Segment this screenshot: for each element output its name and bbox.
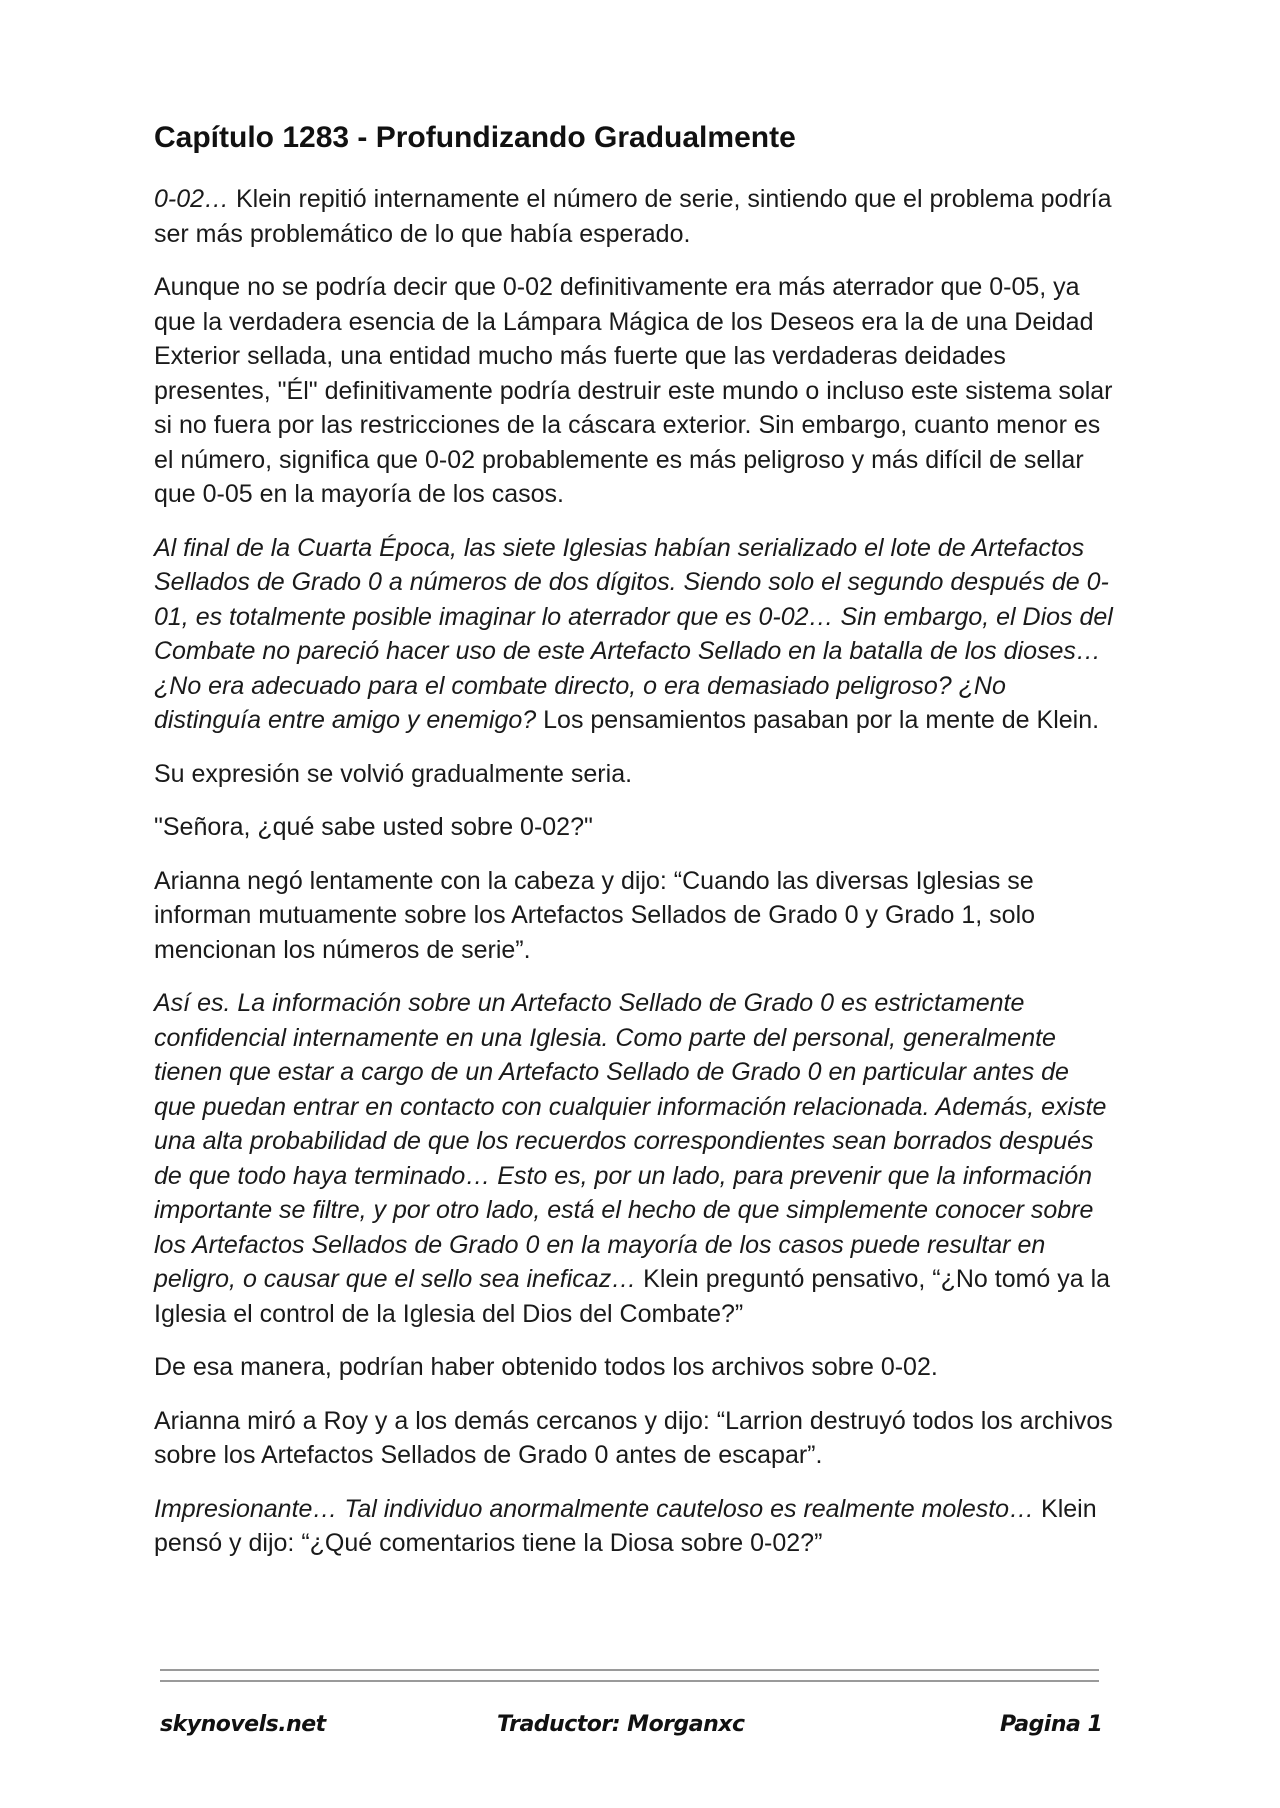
- paragraph: [154, 1350, 1114, 1385]
- paragraph: [154, 270, 1114, 512]
- chapter-body: [154, 182, 1114, 1561]
- text-segment: De esa manera, podrían haber obtenido todos los archivos sobre 0-02.: [154, 1353, 938, 1381]
- text-segment: Klein pensó y dijo: “¿Qué comentarios tiene la Diosa sobre 0-02?”: [154, 1494, 1097, 1557]
- paragraph: [154, 864, 1114, 968]
- chapter-content: [154, 118, 1114, 1580]
- italic-text-segment: Así es. La información sobre un Artefacto Sellado de Grado 0 es estrictamente confidencial internamente en una Iglesia. Como parte del personal, generalmente tienen que estar a cargo de un Artefacto Sellado de Grado 0 en particular antes de que puedan entrar en contacto con cualquier información relacionada. Además, existe una alta probabilidad de que los recuerdos correspondientes sean borrados después de que todo haya terminado… Esto es, por un lado, para prevenir que la información importante se filtre, y por otro lado, está el hecho de que simplemente conocer sobre los Artefactos Sellados de Grado 0 en la mayoría de los casos puede resultar en peligro, o causar que el sello sea ineficaz…: [154, 989, 1107, 1293]
- paragraph: [154, 810, 1114, 845]
- chapter-title: Capítulo 1283 - Profundizando Gradualmente: [154, 121, 796, 154]
- footer-translator: Traductor: Morganxc: [497, 1712, 745, 1737]
- footer-page-number: Pagina 1: [1000, 1712, 1103, 1737]
- text-segment: Klein preguntó pensativo, “¿No tomó ya la Iglesia el control de la Iglesia del Dios del Combate?”: [154, 1265, 1111, 1328]
- italic-text-segment: Al final de la Cuarta Época, las siete Iglesias habían serializado el lote de Artefactos Sellados de Grado 0 a números de dos dígitos. Siendo solo el segundo después de 0-01, es totalmente posible imaginar lo aterrador que es 0-02… Sin embargo, el Dios del Combate no pareció hacer uso de este Artefacto Sellado en la batalla de los dioses… ¿No era adecuado para el combate directo, o era demasiado peligroso? ¿No distinguía entre amigo y enemigo?: [154, 533, 1113, 734]
- paragraph: [154, 986, 1114, 1331]
- text-segment: Klein repitió internamente el número de serie, sintiendo que el problema podría ser más problemático de lo que había esperado.: [154, 185, 1112, 248]
- paragraph: [154, 757, 1114, 792]
- paragraph: [154, 1404, 1114, 1473]
- footer-divider-top: [160, 1669, 1099, 1671]
- paragraph: [154, 531, 1114, 738]
- paragraph: [154, 1492, 1114, 1561]
- text-segment: Aunque no se podría decir que 0-02 definitivamente era más aterrador que 0-05, ya que la verdadera esencia de la Lámpara Mágica de los Deseos era la de una Deidad Exterior sellada, una entidad mucho más fuerte que las verdaderas deidades presentes, "Él" definitivamente podría destruir este mundo o incluso este sistema solar si no fuera por las restricciones de la cáscara exterior. Sin embargo, cuanto menor es el número, significa que 0-02 probablemente es más peligroso y más difícil de sellar que 0-05 en la mayoría de los casos.: [154, 273, 1113, 508]
- paragraph: [154, 182, 1114, 251]
- text-segment: Arianna miró a Roy y a los demás cercanos y dijo: “Larrion destruyó todos los archivos sobre los Artefactos Sellados de Grado 0 antes de escapar”.: [154, 1406, 1113, 1469]
- footer-divider-bottom: [160, 1680, 1099, 1682]
- text-segment: Los pensamientos pasaban por la mente de Klein.: [536, 706, 1100, 734]
- text-segment: Arianna negó lentamente con la cabeza y dijo: “Cuando las diversas Iglesias se informan mutuamente sobre los Artefactos Sellados de Grado 0 y Grado 1, solo mencionan los números de serie”.: [154, 866, 1036, 964]
- italic-text-segment: 0-02…: [154, 185, 230, 213]
- text-segment: "Señora, ¿qué sabe usted sobre 0-02?": [154, 813, 593, 841]
- footer-site: skynovels.net: [160, 1712, 326, 1737]
- italic-text-segment: Impresionante… Tal individuo anormalmente cauteloso es realmente molesto…: [154, 1494, 1035, 1523]
- text-segment: Su expresión se volvió gradualmente seria.: [154, 759, 633, 788]
